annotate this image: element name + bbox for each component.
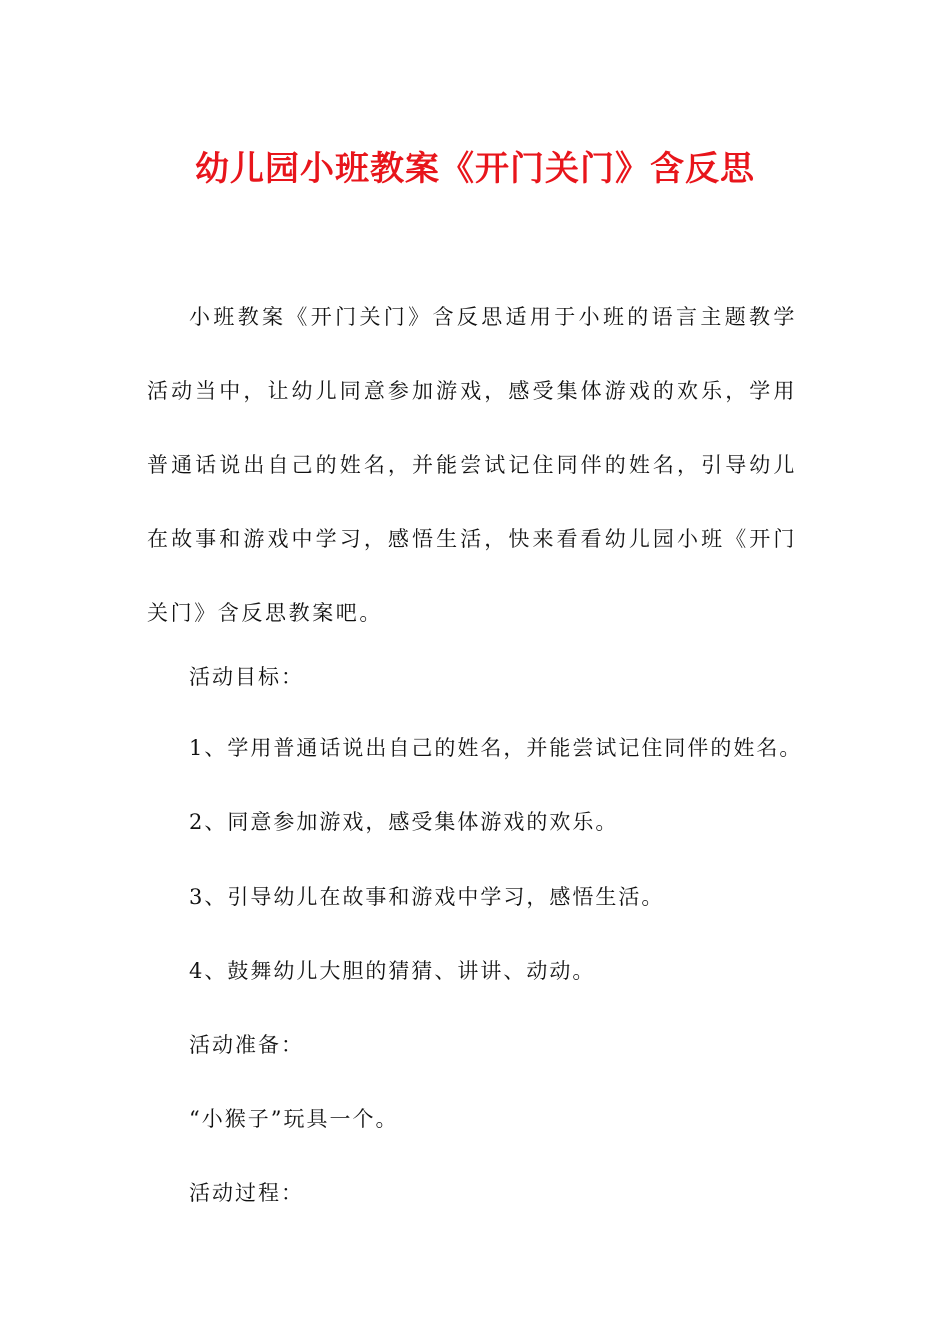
prep-item: “小猴子”玩具一个。: [189, 1107, 399, 1131]
prep-heading: 活动准备：: [189, 1033, 304, 1057]
intro-paragraph: 小班教案《开门关门》含反思适用于小班的语言主题教学活动当中，让幼儿同意参加游戏，感受集体游戏的欢乐，学用普通话说出自己的姓名，并能尝试记住同伴的姓名，引导幼儿在故事和游戏中学习，感悟生活，快来看看幼儿园小班《开门关门》含反思教案吧。: [147, 305, 797, 625]
document-title: 幼儿园小班教案《开门关门》含反思: [195, 149, 755, 189]
goal-item-4: 4、鼓舞幼儿大胆的猜猜、讲讲、动动。: [189, 959, 596, 983]
process-heading: 活动过程：: [189, 1181, 304, 1205]
goal-item-3: 3、引导幼儿在故事和游戏中学习，感悟生活。: [189, 885, 665, 909]
goals-heading: 活动目标：: [189, 665, 304, 689]
goal-item-2: 2、同意参加游戏，感受集体游戏的欢乐。: [189, 810, 619, 834]
goal-item-1: 1、学用普通话说出自己的姓名，并能尝试记住同伴的姓名。: [189, 736, 803, 760]
